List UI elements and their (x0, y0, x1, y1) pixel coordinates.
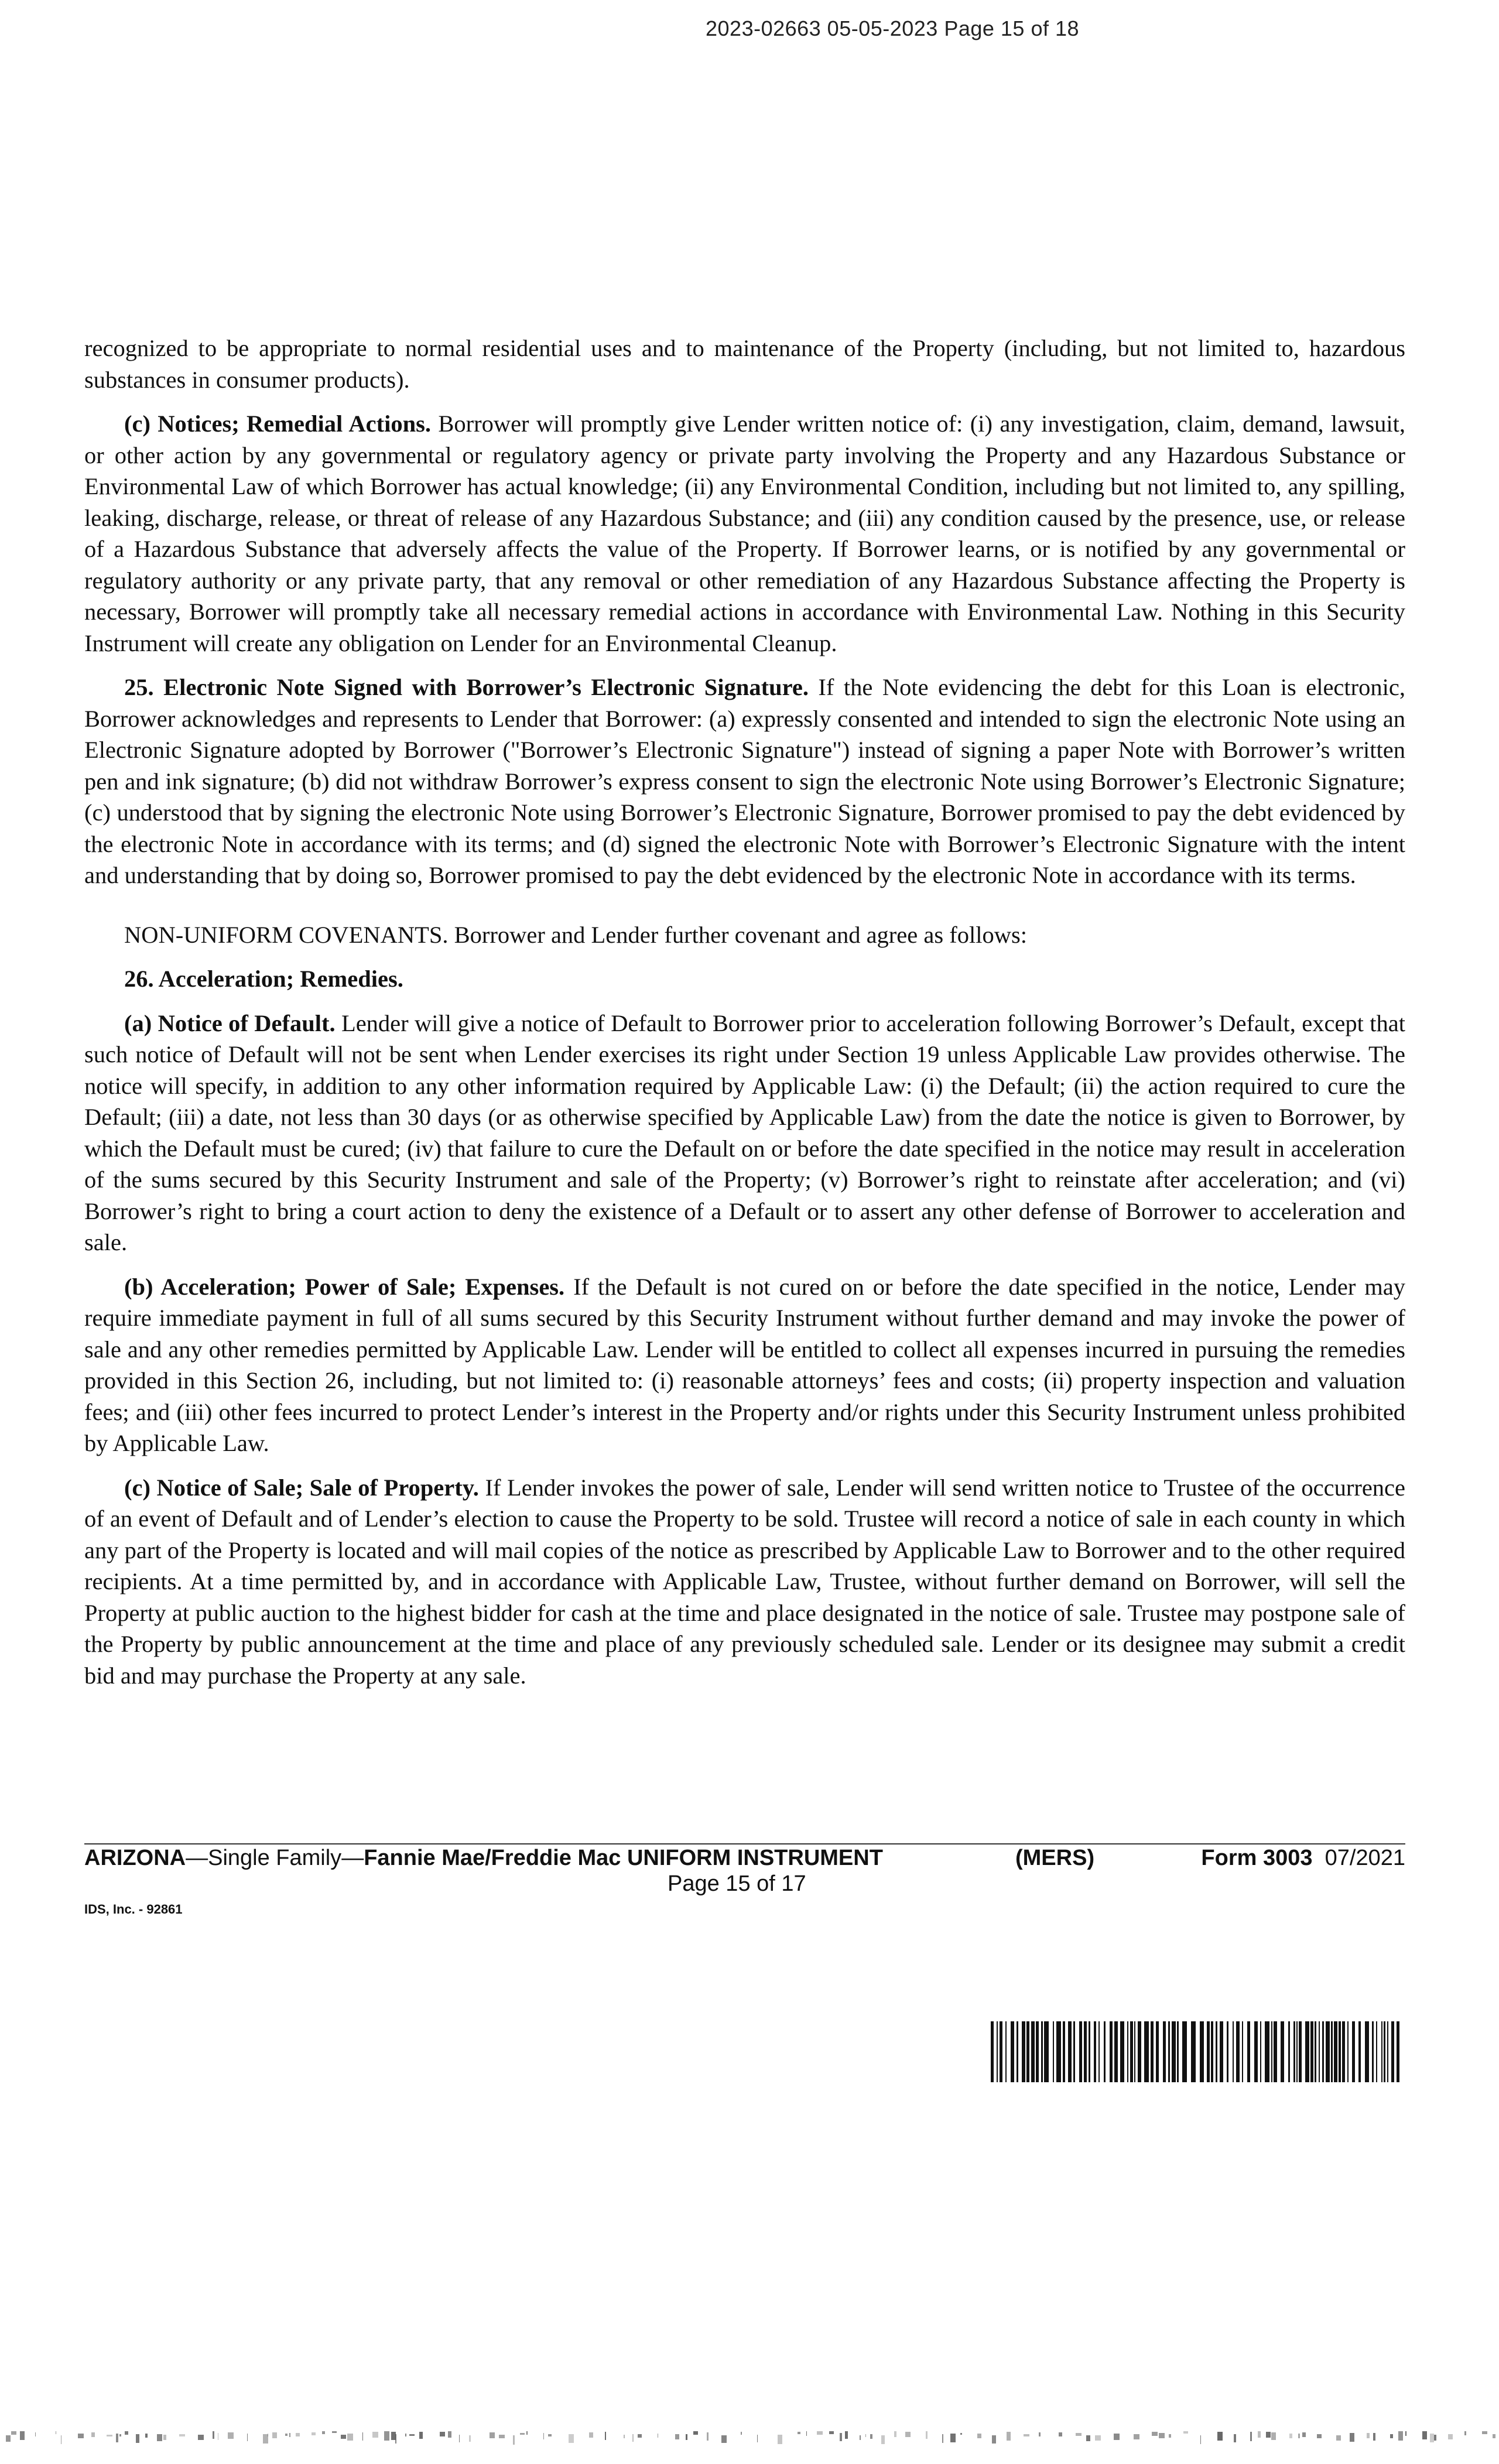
footer-instrument: Fannie Mae/Freddie Mac UNIFORM INSTRUMENT (364, 1846, 883, 1870)
barcode-bar (1247, 2021, 1250, 2082)
scan-mark (1390, 2434, 1393, 2438)
paragraph-notice-of-default (84, 1008, 1405, 1258)
scan-mark (272, 2432, 277, 2438)
barcode-bar (1274, 2021, 1277, 2082)
barcode-bar (1334, 2021, 1337, 2082)
scan-mark (548, 2434, 552, 2436)
scan-mark (1448, 2434, 1453, 2439)
scan-mark (1258, 2431, 1261, 2438)
scan-mark (1493, 2434, 1495, 2438)
scan-mark (163, 2435, 166, 2440)
barcode-bar (1397, 2021, 1399, 2082)
barcode-bar (1358, 2021, 1361, 2082)
scan-mark (829, 2431, 834, 2434)
barcode-bar (1036, 2021, 1039, 2082)
barcode-bar (1114, 2021, 1118, 2082)
scan-mark (198, 2435, 204, 2440)
scan-mark (798, 2432, 800, 2434)
scan-mark (332, 2431, 337, 2433)
scan-mark (1250, 2432, 1252, 2441)
scan-mark (1434, 2435, 1436, 2441)
scan-mark (1200, 2435, 1201, 2444)
paragraph-electronic-note (84, 672, 1405, 891)
barcode-bar (1151, 2021, 1154, 2082)
barcode-bar (1031, 2021, 1035, 2082)
barcode-bar (1056, 2021, 1061, 2082)
scan-mark (1007, 2432, 1011, 2441)
footer-form-line (84, 1846, 1405, 1875)
scan-mark (881, 2435, 885, 2444)
section-heading: (b) Acceleration; Power of Sale; Expenses. (124, 1273, 565, 1300)
scan-mark (384, 2431, 389, 2441)
scan-mark (1266, 2432, 1271, 2438)
scan-mark (395, 2434, 396, 2444)
paragraph-continuation: recognized to be appropriate to normal residential uses and to maintenance of the Property (including, but not limited to, hazardous substances in consumer products). (84, 335, 1405, 393)
barcode-bar (1342, 2021, 1345, 2082)
scan-mark (741, 2432, 742, 2435)
paragraph-non-uniform-covenants: NON-UNIFORM COVENANTS. Borrower and Lender further covenant and agree as follows: (124, 921, 1027, 948)
scan-mark (1234, 2434, 1236, 2442)
scan-mark (1317, 2434, 1322, 2438)
scan-mark (1350, 2433, 1354, 2442)
barcode-bar (997, 2021, 998, 2082)
barcode-bar (991, 2021, 994, 2082)
scan-mark (341, 2435, 346, 2439)
section-heading: 25. Electronic Note Signed with Borrower’s Electronic Signature. (124, 674, 809, 700)
scan-mark (942, 2434, 943, 2443)
scan-mark (213, 2431, 214, 2439)
scan-mark (865, 2434, 866, 2437)
scan-mark (1367, 2433, 1370, 2438)
scan-mark (870, 2434, 872, 2439)
barcode-image (991, 2021, 1401, 2082)
barcode-bar (1227, 2021, 1228, 2082)
scan-mark (136, 2434, 139, 2443)
barcode-bar (1177, 2021, 1179, 2082)
scan-mark (1159, 2433, 1165, 2438)
scan-mark (1405, 2431, 1406, 2436)
scan-mark (543, 2433, 544, 2439)
paragraph-notice-of-sale (84, 1472, 1405, 1692)
scan-mark (1086, 2435, 1090, 2441)
scan-mark (1095, 2435, 1101, 2441)
footer-form-date: 07/2021 (1325, 1846, 1405, 1870)
scan-mark (285, 2434, 288, 2436)
barcode-bar (1220, 2021, 1223, 2082)
barcode-bar (1372, 2021, 1374, 2082)
barcode-bar (1271, 2021, 1272, 2082)
footer-dash: — (341, 1846, 364, 1870)
footer-mers: (MERS) (1015, 1846, 1095, 1870)
scan-mark (405, 2434, 406, 2436)
barcode-bar (1182, 2021, 1187, 2082)
barcode-bar (1026, 2021, 1029, 2082)
scan-mark (1398, 2431, 1403, 2441)
footer-single-family: Single Family (208, 1846, 342, 1870)
scan-mark (693, 2431, 698, 2435)
scan-mark (1464, 2431, 1466, 2435)
scan-mark (145, 2434, 148, 2438)
barcode-bar (1339, 2021, 1341, 2082)
recording-stamp: 2023-02663 05-05-2023 Page 15 of 18 (706, 16, 1080, 40)
barcode-bar (1130, 2021, 1133, 2082)
scan-mark (840, 2433, 842, 2441)
paragraph-notices-remedial-actions (84, 408, 1405, 659)
barcode-bar (1293, 2021, 1295, 2082)
barcode-bar (1011, 2021, 1014, 2082)
scan-mark (347, 2434, 353, 2441)
scan-mark (1422, 2431, 1427, 2439)
paragraph-acceleration-power-of-sale (84, 1271, 1405, 1459)
barcode-bar (1376, 2021, 1377, 2082)
scan-mark (624, 2435, 625, 2438)
scan-mark (228, 2432, 234, 2439)
footer-state: ARIZONA (84, 1846, 186, 1870)
paragraph-text: If Lender invokes the power of sale, Lender will send written notice to Trustee of the occurrence of an event of Default and of Lender’s election to cause the Property to be sold. Trustee will record a notice of sale in each county in which any part of the Property is located and will mail copies of the notice as prescribed by Applicable Law to Borrower and to the other required recipients. At a time permitted by, and in accordance with Applicable Law, Trustee, without further demand on Borrower, will sell the Property at public auction to the highest bidder for cash at the time and place designated in the notice of sale. Trustee may postpone sale of the Property by public announcement at the time and place of any previously scheduled sale. Lender or its designee may submit a credit bid and may purchase the Property at any sale. (84, 1474, 1405, 1689)
scan-mark (926, 2431, 928, 2439)
barcode-bar (1120, 2021, 1124, 2082)
barcode-bar (1384, 2021, 1385, 2082)
scan-mark (119, 2434, 121, 2436)
section-heading: (c) Notices; Remedial Actions. (124, 410, 431, 437)
scan-mark (992, 2435, 996, 2444)
scan-mark (20, 2431, 25, 2440)
scan-mark (605, 2432, 606, 2440)
scan-mark (513, 2435, 515, 2445)
scan-mark (372, 2432, 378, 2438)
scan-mark (1114, 2434, 1120, 2440)
paragraph-text: If the Note evidencing the debt for this Loan is electronic, Borrower acknowledges and represents to Lender that Borrower: (a) expressly consented and intended to sign the electronic Note using an Electronic Signature adopted by Borrower ("Borrower’s Electronic Signature") instead of signing a paper Note with Borrower’s written pen and ink signature; (b) did not withdraw Borrower’s express consent to sign the electronic Note using Borrower’s Electronic Signature; (c) understood that by signing the electronic Note using Borrower’s Electronic Signature, Borrower promised to pay the debt evidenced by the electronic Note in accordance with its terms; and (d) signed the electronic Note with Borrower’s Electronic Signature with the intent and understanding that by doing so, Borrower promised to pay the debt evidenced by the electronic Note in accordance with its terms. (84, 674, 1405, 888)
scan-mark (707, 2432, 709, 2441)
barcode-bar (1084, 2021, 1087, 2082)
footer-divider (84, 1843, 1405, 1844)
paragraph-acceleration-remedies (84, 963, 1405, 995)
barcode-bar (1288, 2021, 1290, 2082)
document-body (84, 333, 1405, 1704)
barcode-bar (1233, 2021, 1234, 2082)
section-heading: (c) Notice of Sale; Sale of Property. (124, 1474, 479, 1501)
barcode-bar (1191, 2021, 1196, 2082)
scan-mark (860, 2435, 861, 2440)
footer-dash: — (186, 1846, 208, 1870)
barcode-bar (1299, 2021, 1302, 2082)
scan-mark (362, 2432, 363, 2441)
barcode-bar (1236, 2021, 1240, 2082)
scan-mark (721, 2435, 727, 2443)
scan-mark (589, 2432, 593, 2438)
scan-mark (157, 2434, 162, 2441)
scan-mark (125, 2431, 128, 2435)
barcode-bar (1200, 2021, 1204, 2082)
scan-mark (1271, 2432, 1276, 2440)
scan-mark (322, 2431, 325, 2434)
barcode-bar (1005, 2021, 1007, 2082)
scan-mark (1217, 2432, 1223, 2441)
barcode-bar (1387, 2021, 1388, 2082)
ids-vendor-mark: IDS, Inc. - 92861 (84, 1902, 183, 1917)
barcode-bar (1365, 2021, 1369, 2082)
barcode-bar (1242, 2021, 1243, 2082)
section-heading: 26. Acceleration; Remedies. (124, 966, 403, 992)
scan-mark (312, 2432, 316, 2435)
barcode-bar (1089, 2021, 1090, 2082)
barcode-bar (1216, 2021, 1217, 2082)
paragraph-text: If the Default is not cured on or before the date specified in the notice, Lender may require immediate payment in full of all sums secured by this Security Instrument without further demand and may invoke the power of sale and any other remedies permitted by Applicable Law. Lender will be entitled to collect all expenses incurred in pursuing the remedies provided in this Section 26, including, but not limited to: (i) reasonable attorneys’ fees and costs; (ii) property inspection and valuation fees; and (iii) other fees incurred to protect Lender’s interest in the Property and/or rights under this Security Instrument unless prohibited by Applicable Law. (84, 1273, 1405, 1456)
scan-mark (440, 2432, 445, 2436)
barcode-bar (1156, 2021, 1159, 2082)
barcode-bar (1044, 2021, 1049, 2082)
scan-mark (391, 2432, 396, 2440)
scan-mark (520, 2433, 525, 2435)
barcode-bar (1110, 2021, 1113, 2082)
scan-mark (806, 2431, 807, 2436)
scan-mark (757, 2435, 758, 2442)
barcode-bar (1168, 2021, 1170, 2082)
scan-mark (296, 2433, 300, 2436)
scan-mark (263, 2434, 268, 2444)
barcode-bar (1265, 2021, 1269, 2082)
barcode-bar (1322, 2021, 1324, 2082)
scan-mark (675, 2434, 679, 2439)
barcode-bar (1063, 2021, 1065, 2082)
scan-mark (11, 2431, 16, 2435)
barcode-bar (1041, 2021, 1043, 2082)
scan-mark (817, 2431, 823, 2435)
scan-mark (960, 2433, 962, 2435)
scan-mark (686, 2434, 687, 2440)
scan-mark (905, 2432, 911, 2437)
scan-edge-noise (0, 2424, 1499, 2448)
scan-mark (1336, 2435, 1341, 2441)
barcode-bar (1296, 2021, 1298, 2082)
barcode-bar (1127, 2021, 1128, 2082)
barcode-bar (1073, 2021, 1075, 2082)
barcode-bar (1319, 2021, 1320, 2082)
barcode-bar (1068, 2021, 1072, 2082)
scan-mark (632, 2434, 634, 2442)
barcode-bar (1254, 2021, 1258, 2082)
scan-mark (1152, 2432, 1158, 2436)
section-heading: (a) Notice of Default. (124, 1009, 336, 1036)
scan-mark (845, 2431, 848, 2439)
scan-mark (526, 2431, 528, 2435)
barcode-bar (1347, 2021, 1349, 2082)
scan-mark (78, 2434, 84, 2438)
barcode-bar (1144, 2021, 1149, 2082)
scan-mark (1076, 2433, 1082, 2436)
scan-mark (1430, 2434, 1434, 2442)
barcode-bar (1331, 2021, 1333, 2082)
scan-mark (1482, 2431, 1487, 2434)
barcode-bar (1138, 2021, 1141, 2082)
scan-mark (1039, 2432, 1041, 2436)
scan-mark (499, 2435, 505, 2438)
paragraph-text: Lender will give a notice of Default to Borrower prior to acceleration following Borrower’s Default, except that such notice of Default will not be sent when Lender exercises its right under Section 19 unless Applicable Law provides otherwise. The notice will specify, in addition to any other information required by Applicable Law: (i) the Default; (ii) the action required to cure the Default; (iii) a date, not less than 30 days (or as otherwise specified by Applicable Law) from the date the notice is given to Borrower, by which the Default must be cured; (iv) that failure to cure the Default on or before the date specified in the notice may result in acceleration of the sums secured by this Security Instrument and sale of the Property; (v) Borrower’s right to reinstate after acceleration; and (vi) Borrower’s right to bring a court action to deny the existence of a Default or to assert any other defense of Borrower to acceleration and sale. (84, 1009, 1405, 1255)
barcode-bar (1281, 2021, 1284, 2082)
barcode-bar (1134, 2021, 1135, 2082)
barcode-bar (1000, 2021, 1002, 2082)
scan-mark (247, 2434, 248, 2441)
paragraph-text: Borrower will promptly give Lender written notice of: (i) any investigation, claim, demand, lawsuit, or other action by any governmental or regulatory agency or private party involving the Property and any Hazardous Substance or Environmental Law of which Borrower has actual knowledge; (ii) any Environmental Condition, including but not limited to, any spilling, leaking, discharge, release, or threat of release of any Hazardous Substance; and (iii) any condition caused by the presence, use, or release of a Hazardous Substance that adversely affects the value of the Property. If Borrower learns, or is notified by any governmental or regulatory authority or any private party, that any removal or other remediation of any Hazardous Substance affecting the Property is necessary, Borrower will promptly take all necessary remedial actions in accordance with Environmental Law. Nothing in this Security Instrument will create any obligation on Lender for an Environmental Cleanup. (84, 410, 1405, 656)
scan-mark (1059, 2432, 1062, 2436)
barcode-bar (1098, 2021, 1100, 2082)
scan-mark (116, 2434, 118, 2442)
scan-mark (1302, 2432, 1306, 2437)
scan-mark (448, 2431, 451, 2438)
scan-mark (1289, 2434, 1292, 2438)
scan-mark (1298, 2434, 1300, 2438)
barcode-bar (1079, 2021, 1082, 2082)
scan-mark (35, 2432, 36, 2436)
scan-mark (1024, 2434, 1029, 2436)
scan-mark (894, 2431, 896, 2437)
scan-mark (1373, 2433, 1375, 2441)
scan-mark (419, 2432, 423, 2439)
barcode-bar (1022, 2021, 1025, 2082)
barcode-bar (1391, 2021, 1394, 2082)
barcode-bar (1211, 2021, 1213, 2082)
barcode-bar (1104, 2021, 1106, 2082)
footer-form-label: Form 3003 (1201, 1846, 1313, 1870)
barcode-bar (1172, 2021, 1176, 2082)
footer-form-title (84, 1846, 883, 1871)
scan-mark (977, 2434, 981, 2438)
scan-mark (490, 2432, 495, 2438)
scan-mark (469, 2435, 471, 2442)
barcode-bar (1310, 2021, 1313, 2082)
scan-mark (950, 2434, 956, 2442)
footer-form-number (1201, 1846, 1405, 1871)
scan-mark (409, 2434, 415, 2436)
footer-page-number: Page 15 of 17 (668, 1871, 806, 1896)
scan-mark (1183, 2431, 1188, 2434)
barcode-bar (1053, 2021, 1054, 2082)
scan-mark (638, 2434, 642, 2438)
barcode-bar (1163, 2021, 1166, 2082)
barcode-bar (1352, 2021, 1355, 2082)
scan-mark (107, 2435, 112, 2436)
scan-mark (459, 2435, 460, 2442)
barcode-bar (1305, 2021, 1309, 2082)
barcode-bar (1381, 2021, 1382, 2082)
scan-mark (289, 2433, 290, 2437)
barcode-bar (1017, 2021, 1018, 2082)
barcode-bar (1094, 2021, 1096, 2082)
scan-mark (91, 2432, 95, 2437)
scan-mark (569, 2434, 574, 2443)
barcode-bar (1326, 2021, 1330, 2082)
barcode-bar (1260, 2021, 1261, 2082)
barcode-bar (1207, 2021, 1210, 2082)
barcode-bar (1315, 2021, 1316, 2082)
scan-mark (1134, 2434, 1139, 2439)
scan-mark (1169, 2434, 1171, 2438)
scan-mark (778, 2435, 782, 2444)
scan-mark (179, 2434, 185, 2436)
scan-mark (6, 2435, 11, 2442)
